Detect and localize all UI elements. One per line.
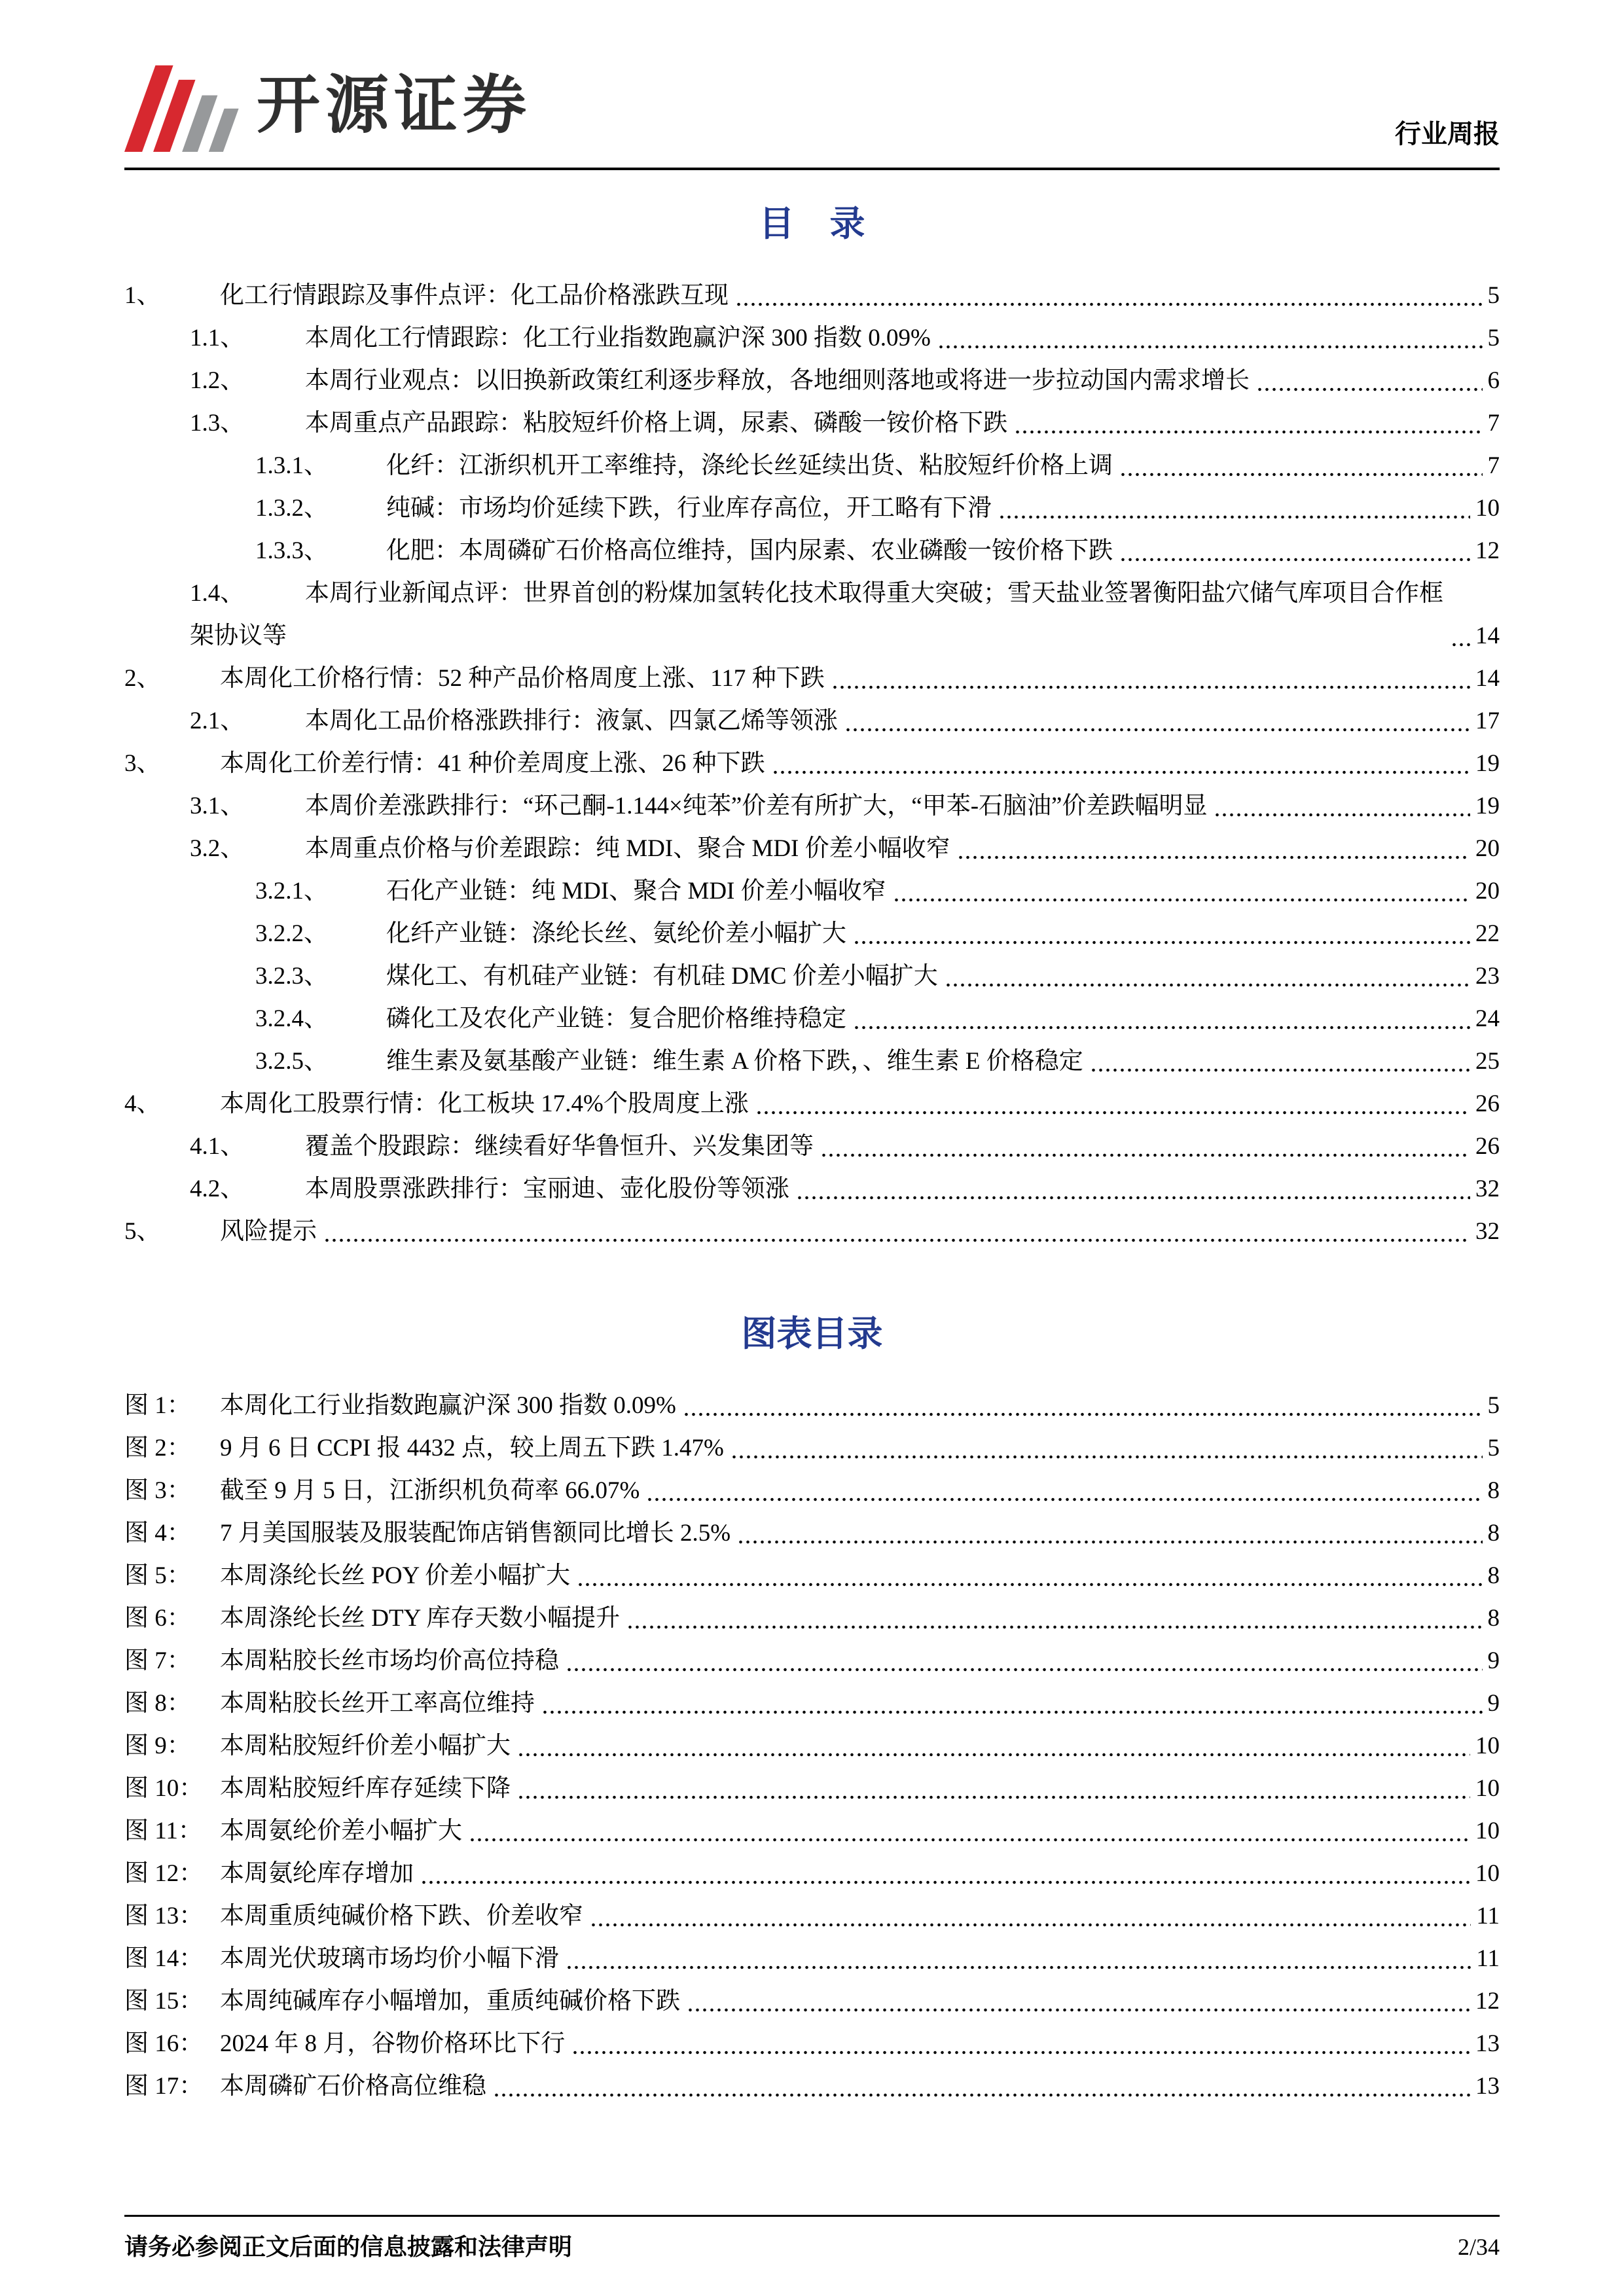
figure-toc-entry-number: 图 1：: [124, 1391, 191, 1419]
toc-entry-title: 本周化工价差行情：41 种价差周度上涨、26 种下跌: [220, 749, 765, 777]
leader-dots: [737, 1539, 1482, 1545]
toc-entry-title: 本周重点价格与价差跟踪：纯 MDI、聚合 MDI 价差小幅收窄: [305, 834, 950, 862]
figure-toc-entry: [124, 1469, 1500, 1512]
figure-toc-entry-page: 5: [1487, 1391, 1500, 1419]
toc-entry-page: 26: [1475, 1132, 1500, 1160]
figure-toc-entry: [124, 1640, 1500, 1682]
header-divider: [124, 168, 1500, 170]
leader-dots: [323, 1237, 1470, 1244]
figure-toc-entry-text: [124, 1725, 511, 1767]
toc-entry-page: 7: [1487, 409, 1500, 437]
toc-entry-title: 本周股票涨跌排行：宝丽迪、壶化股份等领涨: [305, 1175, 789, 1202]
leader-dots: [683, 1411, 1483, 1418]
figure-toc-entry-title: 2024 年 8 月，谷物价格环比下行: [220, 2030, 566, 2057]
figure-toc-entry-number: 图 13：: [124, 1902, 204, 1929]
leader-dots: [566, 1964, 1471, 1971]
figure-toc-entry-text: [124, 1895, 583, 1937]
leader-dots: [1214, 812, 1470, 818]
figure-toc-entry-title: 本周化工行业指数跑赢沪深 300 指数 0.09%: [220, 1391, 676, 1419]
toc-entry-number: 4.2、: [190, 1175, 245, 1202]
toc-entry: [124, 785, 1500, 827]
figure-toc-entry-number: 图 8：: [124, 1689, 191, 1717]
figure-toc-entry-page: 8: [1487, 1604, 1500, 1632]
figure-toc-entry-page: 10: [1475, 1859, 1500, 1887]
leader-dots: [571, 2049, 1470, 2056]
toc-entry-title: 化纤产业链：涤纶长丝、氨纶价差小幅扩大: [386, 920, 846, 947]
leader-dots: [1119, 556, 1470, 563]
toc-entry-title: 风险提示: [220, 1217, 317, 1245]
figure-toc-entry-page: 11: [1476, 1945, 1500, 1972]
figure-toc-entry-page: 10: [1475, 1774, 1500, 1802]
toc-entry-title: 煤化工、有机硅产业链：有机硅 DMC 价差小幅扩大: [386, 962, 938, 990]
leader-dots: [853, 1024, 1470, 1031]
figure-toc-entry-page: 13: [1475, 2072, 1500, 2100]
figure-toc-entry-page: 10: [1475, 1817, 1500, 1844]
figure-toc-entry: [124, 1895, 1500, 1937]
leader-dots: [844, 726, 1470, 733]
toc-entry: [124, 870, 1500, 912]
toc-entry-title: 本周化工品价格涨跌排行：液氯、四氯乙烯等领涨: [305, 707, 838, 734]
figure-toc-entry-number: 图 4：: [124, 1519, 191, 1547]
leader-dots: [796, 1194, 1470, 1201]
figure-toc-entry: [124, 2022, 1500, 2065]
toc-entry: [124, 700, 1500, 742]
leader-dots: [646, 1496, 1482, 1503]
leader-dots: [517, 1794, 1470, 1801]
toc-entry-text: [124, 274, 729, 317]
figure-toc-entry-title: 本周涤纶长丝 POY 价差小幅扩大: [220, 1562, 571, 1589]
figure-toc-entry-text: [124, 1469, 640, 1512]
figure-toc-entry: [124, 1852, 1500, 1895]
figure-toc-entry-number: 图 9：: [124, 1732, 191, 1759]
figure-toc-entry-number: 图 3：: [124, 1477, 191, 1504]
toc-entry-text: [255, 444, 1113, 487]
toc-entry: [124, 742, 1500, 785]
toc-entry-text: [124, 742, 765, 785]
toc-entry-title: 化工行情跟踪及事件点评：化工品价格涨跌互现: [220, 281, 729, 309]
figure-toc-entry-number: 图 7：: [124, 1647, 191, 1674]
toc-entry-number: 1.2、: [190, 367, 245, 394]
toc-entry-title: 本周重点产品跟踪：粘胶短纤价格上调，尿素、磷酸一铵价格下跌: [305, 409, 1007, 437]
figure-toc-entry: [124, 1427, 1500, 1469]
figure-toc-entry: [124, 1554, 1500, 1597]
toc-entry-title: 本周行业观点：以旧换新政策红利逐步释放，各地细则落地或将进一步拉动国内需求增长: [305, 367, 1250, 394]
leader-dots: [626, 1624, 1482, 1630]
figure-toc-entry-text: [124, 1512, 731, 1554]
report-type-label: 行业周报: [1395, 120, 1500, 149]
figures-toc-list: [124, 1384, 1500, 2108]
figure-toc-entry: [124, 1767, 1500, 1810]
toc-entry-number: 1.4、: [190, 579, 245, 607]
toc-entry: [124, 359, 1500, 402]
brand-logo: [124, 56, 532, 153]
figure-toc-entry-title: 本周光伏玻璃市场均价小幅下滑: [220, 1945, 559, 1972]
figure-toc-entry-page: 8: [1487, 1562, 1500, 1589]
toc-entry: [124, 955, 1500, 997]
toc-entry-title: 纯碱：市场均价延续下跌，行业库存高位，开工略有下滑: [386, 494, 992, 522]
toc-entry-page: 32: [1475, 1175, 1500, 1202]
toc-entry-text: [190, 317, 931, 359]
figure-toc-entry-text: [124, 1767, 511, 1810]
figure-toc-entry-text: [124, 1810, 462, 1852]
toc-entry-text: [255, 1040, 1083, 1083]
toc-entry-text: [190, 572, 1444, 657]
footer-disclaimer: 请务必参阅正文后面的信息披露和法律声明: [124, 2234, 573, 2260]
figure-toc-entry-page: 8: [1487, 1477, 1500, 1504]
toc-entry: [124, 1210, 1500, 1253]
toc-entry: [124, 1040, 1500, 1083]
leader-dots: [820, 1152, 1470, 1158]
toc-list: [124, 274, 1500, 1253]
figure-toc-entry: [124, 1937, 1500, 1980]
figure-toc-entry-number: 图 10：: [124, 1774, 204, 1802]
figure-toc-entry-page: 9: [1487, 1689, 1500, 1717]
figures-toc-title: 图表目录: [741, 1314, 883, 1354]
figure-toc-entry-title: 本周重质纯碱价格下跌、价差收窄: [220, 1902, 583, 1929]
figure-toc-entry: [124, 1810, 1500, 1852]
figure-toc-entry-title: 本周粘胶长丝开工率高位维持: [220, 1689, 535, 1717]
toc-entry-number: 1.3、: [190, 409, 245, 437]
figure-toc-entry-page: 9: [1487, 1647, 1500, 1674]
toc-entry-text: [124, 657, 825, 700]
toc-entry-page: 10: [1475, 494, 1500, 522]
figure-toc-entry: [124, 1597, 1500, 1640]
kaiyuan-logo-icon: [124, 56, 241, 153]
brand-name: 开源证券: [257, 69, 532, 141]
leader-dots: [772, 769, 1471, 776]
toc-entry-page: 20: [1475, 834, 1500, 862]
page-header: [124, 0, 1500, 153]
toc-entry-number: 3.2.4、: [255, 1005, 328, 1032]
toc-entry-page: 20: [1475, 877, 1500, 905]
toc-entry-text: [255, 870, 886, 912]
toc-entry-page: 12: [1475, 537, 1500, 564]
toc-entry-text: [255, 997, 846, 1040]
figure-toc-entry-text: [124, 1427, 724, 1469]
figure-toc-entry-number: 图 14：: [124, 1945, 204, 1972]
leader-dots: [755, 1109, 1470, 1116]
leader-dots: [937, 344, 1483, 350]
toc-entry-number: 3.2、: [190, 834, 245, 862]
toc-entry-title: 维生素及氨基酸产业链：维生素 A 价格下跌，、维生素 E 价格稳定: [386, 1047, 1083, 1075]
figure-toc-entry: [124, 1384, 1500, 1427]
toc-entry-number: 1.1、: [190, 324, 245, 351]
toc-entry-text: [124, 1083, 749, 1125]
figure-toc-entry-text: [124, 1384, 676, 1427]
toc-entry-page: 14: [1475, 664, 1500, 692]
figure-toc-entry-text: [124, 1980, 680, 2022]
leader-dots: [831, 684, 1470, 691]
figure-toc-entry-text: [124, 1597, 620, 1640]
toc-entry-page: 24: [1475, 1005, 1500, 1032]
leader-dots: [945, 982, 1470, 988]
toc-entry: [124, 997, 1500, 1040]
toc-entry-number: 3.2.5、: [255, 1047, 328, 1075]
toc-entry-text: [190, 827, 950, 870]
toc-entry-page: 19: [1475, 792, 1500, 819]
toc-entry: [124, 827, 1500, 870]
toc-entry-page: 6: [1487, 367, 1500, 394]
toc-entry-title: 磷化工及农化产业链：复合肥价格维持稳定: [386, 1005, 846, 1032]
figure-toc-entry: [124, 1682, 1500, 1725]
toc-entry-title: 本周化工价格行情：52 种产品价格周度上涨、117 种下跌: [220, 664, 825, 692]
figure-toc-entry-page: 13: [1475, 2030, 1500, 2057]
toc-entry-number: 1、: [124, 281, 161, 309]
figure-toc-entry-title: 本周磷矿石价格高位维稳: [220, 2072, 486, 2100]
leader-dots: [420, 1879, 1470, 1886]
toc-entry: [124, 529, 1500, 572]
toc-entry-number: 1.3.3、: [255, 537, 328, 564]
leader-dots: [853, 939, 1470, 946]
figure-toc-entry-title: 截至 9 月 5 日，江浙织机负荷率 66.07%: [220, 1477, 640, 1504]
toc-entry-text: [190, 700, 838, 742]
figure-toc-entry-title: 本周氨纶库存增加: [220, 1859, 414, 1887]
toc-entry-number: 1.3.1、: [255, 452, 328, 479]
figure-toc-entry-number: 图 6：: [124, 1604, 191, 1632]
toc-entry-text: [255, 955, 938, 997]
figure-toc-entry-number: 图 11：: [124, 1817, 202, 1844]
toc-entry-text: [190, 785, 1207, 827]
figure-toc-entry-text: [124, 1852, 414, 1895]
toc-entry-text: [255, 487, 992, 529]
figure-toc-entry-page: 12: [1475, 1987, 1500, 2015]
figure-toc-entry-number: 图 12：: [124, 1859, 204, 1887]
toc-entry-page: 26: [1475, 1090, 1500, 1117]
toc-entry-number: 3.1、: [190, 792, 245, 819]
leader-dots: [590, 1922, 1471, 1928]
toc-entry-number: 3.2.3、: [255, 962, 328, 990]
toc-entry-number: 2、: [124, 664, 161, 692]
figure-toc-entry-number: 图 17：: [124, 2072, 204, 2100]
toc-entry-number: 1.3.2、: [255, 494, 328, 522]
leader-dots: [566, 1666, 1483, 1673]
leader-dots: [687, 2007, 1470, 2013]
figure-toc-entry: [124, 2065, 1500, 2108]
toc-entry-page: 7: [1487, 452, 1500, 479]
toc-title: 目 录: [759, 204, 865, 243]
figure-toc-entry: [124, 1512, 1500, 1554]
toc-entry-page: 17: [1475, 707, 1500, 734]
toc-entry-page: 22: [1475, 920, 1500, 947]
leader-dots: [469, 1837, 1470, 1843]
leader-dots: [1090, 1067, 1470, 1073]
toc-entry: [124, 572, 1500, 657]
toc-entry: [124, 657, 1500, 700]
toc-entry-page: 19: [1475, 749, 1500, 777]
figure-toc-entry: [124, 1725, 1500, 1767]
toc-entry-title: 石化产业链：纯 MDI、聚合 MDI 价差小幅收窄: [386, 877, 886, 905]
leader-dots: [493, 2092, 1470, 2098]
toc-entry: [124, 912, 1500, 955]
figure-toc-entry-title: 本周粘胶短纤价差小幅扩大: [220, 1732, 511, 1759]
figure-toc-entry-title: 本周涤纶长丝 DTY 库存天数小幅提升: [220, 1604, 621, 1632]
figure-toc-entry-text: [124, 2022, 565, 2065]
figure-toc-entry-text: [124, 1640, 559, 1682]
figure-toc-entry-text: [124, 1937, 559, 1980]
toc-entry: [124, 1083, 1500, 1125]
figure-toc-entry-title: 9 月 6 日 CCPI 报 4432 点，较上周五下跌 1.47%: [220, 1434, 724, 1462]
toc-entry-text: [255, 529, 1113, 572]
figure-toc-entry-number: 图 2：: [124, 1434, 191, 1462]
leader-dots: [517, 1751, 1470, 1758]
toc-entry-page: 25: [1475, 1047, 1500, 1075]
toc-entry-number: 3、: [124, 749, 161, 777]
figure-toc-entry-number: 图 15：: [124, 1987, 204, 2015]
toc-entry-title: 本周化工股票行情：化工板块 17.4%个股周度上涨: [220, 1090, 749, 1117]
toc-entry-text: [255, 912, 846, 955]
leader-dots: [577, 1581, 1482, 1588]
leader-dots: [1256, 386, 1483, 393]
figure-toc-entry-text: [124, 1554, 570, 1597]
toc-entry-text: [190, 359, 1250, 402]
toc-entry-text: [190, 1168, 789, 1210]
toc-entry-page: 23: [1475, 962, 1500, 990]
toc-entry: [124, 1125, 1500, 1168]
toc-entry-page: 14: [1475, 622, 1500, 649]
figure-toc-entry: [124, 1980, 1500, 2022]
toc-entry: [124, 444, 1500, 487]
figure-toc-entry-title: 本周纯碱库存小幅增加，重质纯碱价格下跌: [220, 1987, 680, 2015]
toc-entry-title: 本周化工行情跟踪：化工行业指数跑赢沪深 300 指数 0.09%: [305, 324, 931, 351]
leader-dots: [1014, 429, 1483, 435]
figure-toc-entry-number: 图 16：: [124, 2030, 204, 2057]
toc-entry-number: 3.2.1、: [255, 877, 328, 905]
toc-entry-title: 本周行业新闻点评：世界首创的粉煤加氢转化技术取得重大突破；雪天盐业签署衡阳盐穴储气库项目合作框架协议等: [190, 579, 1443, 649]
toc-entry: [124, 317, 1500, 359]
toc-entry: [124, 487, 1500, 529]
figure-toc-entry-page: 11: [1476, 1902, 1500, 1929]
toc-entry-number: 4.1、: [190, 1132, 245, 1160]
leader-dots: [735, 301, 1483, 308]
toc-entry: [124, 402, 1500, 444]
leader-dots: [1451, 641, 1470, 648]
toc-entry-number: 3.2.2、: [255, 920, 328, 947]
toc-entry-number: 2.1、: [190, 707, 245, 734]
figure-toc-entry-page: 8: [1487, 1519, 1500, 1547]
toc-entry-text: [190, 1125, 814, 1168]
toc-entry-page: 5: [1487, 281, 1500, 309]
figure-toc-entry-title: 本周氨纶价差小幅扩大: [220, 1817, 462, 1844]
toc-entry-text: [124, 1210, 317, 1253]
figure-toc-entry-number: 图 5：: [124, 1562, 191, 1589]
toc-entry: [124, 274, 1500, 317]
toc-entry-page: 5: [1487, 324, 1500, 351]
leader-dots: [1119, 471, 1483, 478]
footer-page-indicator: 2/34: [1457, 2234, 1500, 2260]
toc-entry-title: 化纤：江浙织机开工率维持，涤纶长丝延续出货、粘胶短纤价格上调: [386, 452, 1113, 479]
toc-entry-text: [190, 402, 1007, 444]
toc-entry-title: 本周价差涨跌排行：“环己酮-1.144×纯苯”价差有所扩大，“甲苯-石脑油”价差跌幅明显: [305, 792, 1208, 819]
figure-toc-entry-page: 5: [1487, 1434, 1500, 1462]
figure-toc-entry-page: 10: [1475, 1732, 1500, 1759]
toc-entry-page: 32: [1475, 1217, 1500, 1245]
toc-entry-title: 覆盖个股跟踪：继续看好华鲁恒升、兴发集团等: [305, 1132, 814, 1160]
figure-toc-entry-title: 本周粘胶长丝市场均价高位持稳: [220, 1647, 559, 1674]
toc-entry-number: 5、: [124, 1217, 161, 1245]
leader-dots: [541, 1709, 1483, 1715]
leader-dots: [957, 854, 1470, 861]
figure-toc-entry-text: [124, 1682, 535, 1725]
leader-dots: [893, 897, 1470, 903]
figure-toc-entry-title: 7 月美国服装及服装配饰店销售额同比增长 2.5%: [220, 1519, 731, 1547]
figure-toc-entry-text: [124, 2065, 486, 2108]
leader-dots: [731, 1454, 1483, 1460]
figure-toc-entry-title: 本周粘胶短纤库存延续下降: [220, 1774, 511, 1802]
footer-divider: [124, 2215, 1500, 2217]
toc-entry: [124, 1168, 1500, 1210]
toc-entry-number: 4、: [124, 1090, 161, 1117]
toc-entry-title: 化肥：本周磷矿石价格高位维持，国内尿素、农业磷酸一铵价格下跌: [386, 537, 1113, 564]
leader-dots: [998, 514, 1470, 520]
page-footer: [124, 2215, 1500, 2262]
